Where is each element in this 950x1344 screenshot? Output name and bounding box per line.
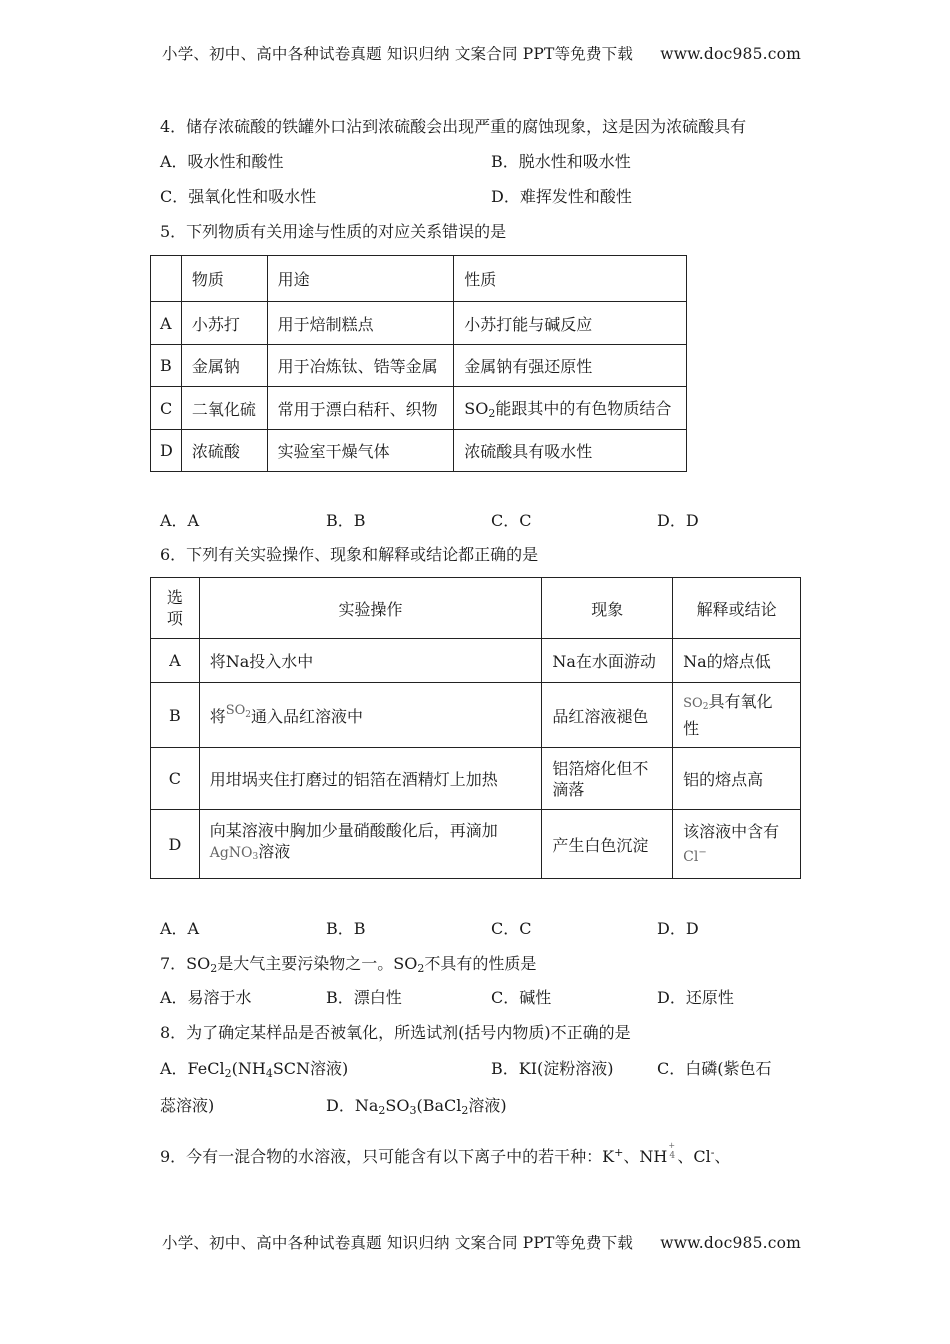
stem-text: 、 (714, 1147, 731, 1166)
q5-row-use: 常用于漂白秸秆、织物 (267, 387, 454, 430)
q6-row-phenomenon: 产生白色沉淀 (542, 810, 673, 879)
q7-option-d: D．还原性 (657, 988, 734, 1007)
table-row (151, 345, 687, 387)
subscript: 2 (378, 1104, 386, 1117)
q6-option-d: D．D (657, 919, 699, 938)
q6-header-operation: 实验操作 (199, 578, 542, 639)
q5-row-use: 用于冶炼钛、锆等金属 (267, 345, 454, 387)
q5-header-blank (151, 256, 182, 302)
q5-row-key: A (151, 302, 182, 345)
q8-option-c: C．白磷(紫色石 (657, 1059, 772, 1078)
q7-stem (160, 954, 536, 979)
conclusion-text: 该溶液中含有 (683, 821, 780, 841)
table-row (151, 810, 801, 879)
q6-row-key: D (151, 810, 200, 879)
header-url[interactable]: www.doc985.com (660, 45, 802, 63)
q6-row-phenomenon: Na在水面游动 (542, 639, 673, 683)
q5-option-d: D．D (657, 511, 699, 530)
subscript: 3 (409, 1104, 417, 1117)
subscript: 4 (669, 1151, 676, 1161)
q5-row-substance: 金属钠 (181, 345, 267, 387)
q4-option-a: A．吸水性和酸性 (160, 152, 284, 171)
q5-row-property: 金属钠有强还原性 (454, 345, 687, 387)
q8-option-d (326, 1096, 507, 1121)
phenomenon-text: 滴落 (552, 779, 585, 799)
nh4-charge (667, 1141, 677, 1162)
header-option-char2: 项 (166, 609, 183, 628)
q6-row-conclusion (673, 683, 801, 748)
formula-agno3: AgNO (209, 845, 253, 861)
option-text: (NH (231, 1059, 266, 1078)
stem-text: 9．今有一混合物的水溶液，只可能含有以下离子中的若干种：K (160, 1147, 615, 1166)
q6-row-operation (199, 810, 542, 879)
q5-stem: 5．下列物质有关用途与性质的对应关系错误的是 (160, 222, 507, 241)
q5-row-substance: 小苏打 (181, 302, 267, 345)
q5-row-key: C (151, 387, 182, 430)
subscript: 4 (265, 1067, 273, 1080)
footer-text: 小学、初中、高中各种试卷真题 知识归纳 文案合同 PPT等免费下载 (162, 1234, 634, 1252)
q5-header-use: 用途 (267, 256, 454, 302)
q5-header-property: 性质 (454, 256, 687, 302)
option-text: A．FeCl (160, 1059, 225, 1078)
q4-stem: 4．储存浓硫酸的铁罐外口沾到浓硫酸会出现严重的腐蚀现象，这是因为浓硫酸具有 (160, 117, 747, 136)
q5-row-substance: 二氧化硫 (181, 387, 267, 430)
conclusion-text: 具有氧化 (708, 692, 773, 711)
q5-row-key: B (151, 345, 182, 387)
q6-row-operation: 用坩埚夹住打磨过的铝箔在酒精灯上加热 (199, 748, 542, 810)
q5-row-property: 浓硫酸具有吸水性 (454, 430, 687, 472)
q6-option-a: A．A (160, 919, 200, 938)
q9-stem (160, 1143, 730, 1167)
q5-option-c: C．C (491, 511, 532, 530)
q6-stem: 6．下列有关实验操作、现象和解释或结论都正确的是 (160, 545, 539, 564)
q8-option-a (160, 1059, 348, 1084)
q6-option-b: B．B (326, 919, 366, 938)
page-header (162, 42, 801, 64)
q6-header-row (151, 578, 801, 639)
footer-url[interactable]: www.doc985.com (660, 1234, 802, 1252)
stem-text: 7．SO (160, 954, 211, 973)
q5-row-substance: 浓硫酸 (181, 430, 267, 472)
stem-text: 不具有的性质是 (424, 954, 537, 973)
q6-row-conclusion (673, 810, 801, 879)
q6-row-operation (199, 683, 542, 748)
q5-row-property (454, 387, 687, 430)
q7-option-c: C．碱性 (491, 988, 552, 1007)
q6-row-operation: 将Na投入水中 (199, 639, 542, 683)
subscript: 2 (245, 710, 252, 720)
q4-option-d: D．难挥发性和酸性 (491, 187, 632, 206)
q6-row-conclusion: 铝的熔点高 (673, 748, 801, 810)
table-row (151, 683, 801, 748)
stem-text: 是大气主要污染物之一。SO (217, 954, 418, 973)
page-footer (162, 1231, 801, 1253)
table-row (151, 639, 801, 683)
stem-text: 、Cl (677, 1147, 711, 1166)
superscript: − (698, 846, 707, 858)
q6-row-key: B (151, 683, 200, 748)
q5-row-use: 用于焙制糕点 (267, 302, 454, 345)
operation-text: 将 (209, 707, 226, 726)
q7-option-a: A．易溶于水 (160, 988, 252, 1007)
q5-header-row (151, 256, 687, 302)
q8-option-c-cont: 蕊溶液) (160, 1096, 215, 1115)
property-text: 能跟其中的有色物质结合 (495, 399, 672, 418)
q5-table (150, 255, 687, 472)
superscript: - (710, 1146, 715, 1159)
option-text: (BaCl (416, 1096, 462, 1115)
q8-option-b: B．KI(淀粉溶液) (491, 1059, 614, 1078)
q6-row-phenomenon: 品红溶液褪色 (542, 683, 673, 748)
q6-row-key: C (151, 748, 200, 810)
option-text: D．Na (326, 1096, 379, 1115)
q8-stem: 8．为了确定某样品是否被氧化，所选试剂(括号内物质)不正确的是 (160, 1023, 631, 1042)
subscript: 2 (461, 1104, 469, 1117)
q6-row-conclusion: Na的熔点低 (673, 639, 801, 683)
q7-option-b: B．漂白性 (326, 988, 402, 1007)
q5-option-b: B．B (326, 511, 366, 530)
q4-option-b: B．脱水性和吸水性 (491, 152, 631, 171)
stem-text: 、NH (623, 1147, 668, 1166)
superscript: + (614, 1146, 624, 1159)
header-option-char1: 选 (166, 588, 183, 607)
operation-text: 向某溶液中胸加少量硝酸酸化后，再滴加 (209, 821, 498, 840)
operation-text: 通入品红溶液中 (251, 707, 364, 726)
q5-row-use: 实验室干燥气体 (267, 430, 454, 472)
q5-header-substance: 物质 (181, 256, 267, 302)
table-row (151, 387, 687, 430)
option-text: SCN溶液) (272, 1059, 349, 1078)
option-text: SO (385, 1096, 410, 1115)
formula-so2: SO (464, 399, 489, 418)
q6-option-c: C．C (491, 919, 532, 938)
q6-row-key: A (151, 639, 200, 683)
q6-table (150, 577, 801, 879)
header-text: 小学、初中、高中各种试卷真题 知识归纳 文案合同 PPT等免费下载 (162, 45, 634, 63)
formula-cl: Cl (683, 848, 699, 865)
subscript: 2 (702, 702, 709, 712)
q6-header-conclusion: 解释或结论 (673, 578, 801, 639)
superscript: + (668, 1141, 676, 1150)
table-row (151, 302, 687, 345)
subscript: 2 (417, 962, 425, 975)
phenomenon-text: 铝箔熔化但不 (552, 758, 649, 778)
q6-header-option (151, 578, 200, 639)
q6-header-phenomenon: 现象 (542, 578, 673, 639)
subscript: 2 (224, 1067, 232, 1080)
q4-option-c: C．强氧化性和吸水性 (160, 187, 317, 206)
table-row (151, 430, 687, 472)
subscript: 3 (252, 852, 259, 862)
subscript: 2 (488, 407, 496, 420)
table-row (151, 748, 801, 810)
formula-so2: SO (225, 703, 246, 718)
conclusion-text: 性 (683, 719, 700, 738)
operation-text: 溶液 (258, 842, 291, 861)
subscript: 2 (210, 962, 218, 975)
q5-row-key: D (151, 430, 182, 472)
q5-row-property: 小苏打能与碱反应 (454, 302, 687, 345)
formula-so2: SO (683, 696, 703, 711)
q5-option-a: A．A (160, 511, 200, 530)
option-text: 溶液) (468, 1096, 507, 1115)
q6-row-phenomenon (542, 748, 673, 810)
